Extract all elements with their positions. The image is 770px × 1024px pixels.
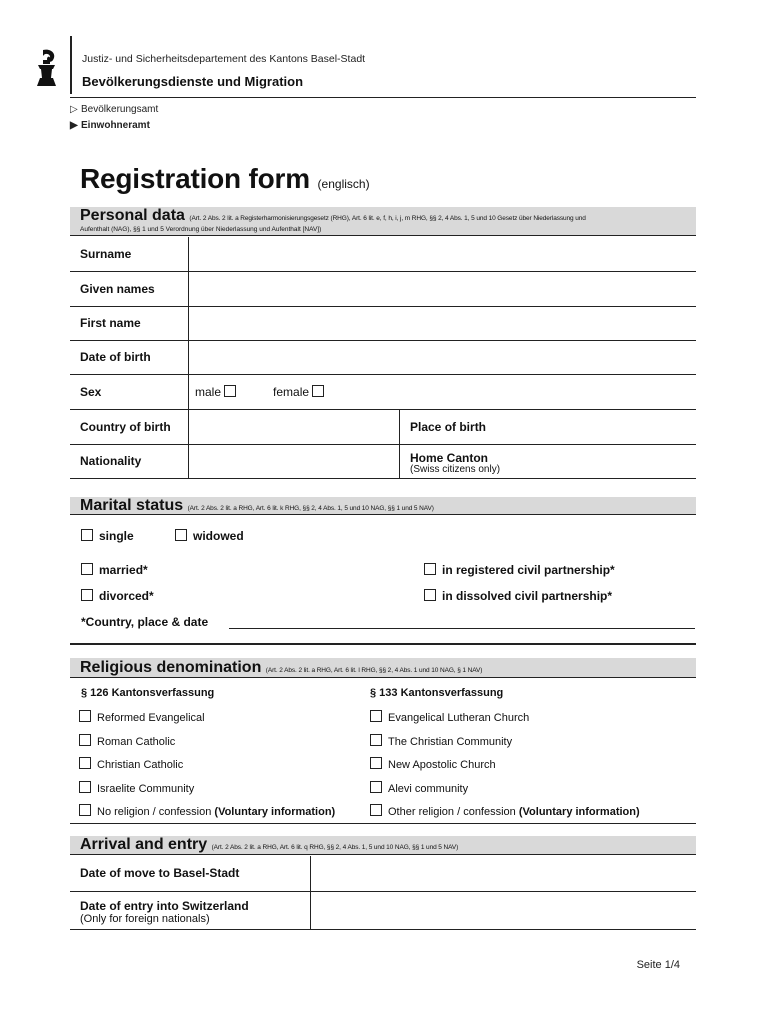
dissolved-partnership-option[interactable]: in dissolved civil partnership*	[424, 589, 612, 603]
religion-option-reformed[interactable]: Reformed Evangelical	[79, 710, 205, 724]
single-checkbox[interactable]	[81, 529, 93, 541]
religion-option-christian-community[interactable]: The Christian Community	[370, 734, 512, 748]
widowed-checkbox[interactable]	[175, 529, 187, 541]
marital-legal-ref: (Art. 2 Abs. 2 lit. a RHG, Art. 6 lit. k RHG, §§ 2, 4 Abs. 1, 5 und 10 NAG, §§ 1 und 5 NAV)	[187, 505, 434, 512]
country-place-date-field[interactable]	[229, 628, 695, 629]
reformed-checkbox[interactable]	[79, 710, 91, 722]
section-rule	[70, 643, 696, 645]
roman-catholic-checkbox[interactable]	[79, 734, 91, 746]
first-name-label: First name	[70, 306, 189, 340]
nationality-field[interactable]	[189, 444, 400, 478]
cantonal-constitution-133: § 133 Kantonsverfassung	[370, 687, 504, 699]
given-names-field[interactable]	[189, 271, 697, 306]
outline-arrow-icon: ▷	[70, 104, 78, 115]
date-of-birth-label: Date of birth	[70, 340, 189, 374]
move-date-label: Date of move to Basel-Stadt	[70, 856, 311, 891]
israelite-checkbox[interactable]	[79, 781, 91, 793]
arrival-header: Arrival and entry (Art. 2 Abs. 2 lit. a RHG, Art. 6 lit. q RHG, §§ 2, 4 Abs. 1, 5 und 10 NAG, §§ 1 und 5 NAV)	[70, 836, 696, 855]
basel-crozier-logo	[35, 48, 59, 88]
religion-option-christian-catholic[interactable]: Christian Catholic	[79, 757, 183, 771]
religion-header: Religious denomination (Art. 2 Abs. 2 lit. a RHG, Art. 6 lit. l RHG, §§ 2, 4 Abs. 1 und 10 NAG, § 1 NAV)	[70, 658, 696, 678]
move-date-field[interactable]	[311, 856, 697, 891]
country-place-date-label: *Country, place & date	[81, 615, 209, 629]
cantonal-constitution-126: § 126 Kantonsverfassung	[81, 687, 215, 699]
religion-option-israelite[interactable]: Israelite Community	[79, 781, 194, 795]
christian-catholic-checkbox[interactable]	[79, 757, 91, 769]
registered-partnership-checkbox[interactable]	[424, 563, 436, 575]
section-rule	[70, 823, 696, 824]
personal-data-legal-ref: (Art. 2 Abs. 2 lit. a Registerharmonisierungsgesetz (RHG), Art. 6 lit. e, f, h, i, j, m RHG, §§ 2, 4 Abs. 1, 5 und 10 Gesetz über Niederlassung und	[189, 215, 586, 222]
arrival-table	[70, 856, 696, 930]
page-number: Seite 1/4	[636, 959, 680, 971]
religion-option-other[interactable]: Other religion / confession (Voluntary information)	[370, 804, 640, 818]
page-title: Registration form (englisch)	[80, 163, 370, 194]
religion-option-new-apostolic[interactable]: New Apostolic Church	[370, 757, 496, 771]
country-of-birth-label: Country of birth	[70, 409, 189, 444]
header-divider	[70, 36, 72, 94]
religion-option-alevi[interactable]: Alevi community	[370, 781, 468, 795]
nationality-label: Nationality	[70, 444, 189, 478]
dissolved-partnership-checkbox[interactable]	[424, 589, 436, 601]
home-canton-note: (Swiss citizens only)	[410, 464, 501, 475]
surname-field[interactable]	[189, 237, 697, 271]
department-name: Justiz- und Sicherheitsdepartement des Kantons Basel-Stadt	[82, 53, 366, 65]
title-note: (englisch)	[317, 177, 370, 191]
new-apostolic-checkbox[interactable]	[370, 757, 382, 769]
personal-data-table	[70, 237, 696, 479]
personal-data-legal-ref-2: Aufenthalt (NAG), §§ 1 und 5 Verordnung über Niederlassung und Aufenthalt [NAV])	[80, 226, 322, 233]
place-of-birth-label: Place of birth	[410, 419, 487, 434]
married-checkbox[interactable]	[81, 563, 93, 575]
entry-date-label: Date of entry into Switzerland	[80, 899, 249, 913]
given-names-label: Given names	[70, 271, 189, 306]
divorced-option[interactable]: divorced*	[81, 589, 154, 603]
female-checkbox[interactable]	[312, 385, 324, 397]
first-name-field[interactable]	[189, 306, 697, 340]
male-option[interactable]: male	[195, 385, 242, 399]
registered-partnership-option[interactable]: in registered civil partnership*	[424, 563, 615, 577]
widowed-option[interactable]: widowed	[175, 529, 244, 543]
marital-status-header: Marital status (Art. 2 Abs. 2 lit. a RHG, Art. 6 lit. k RHG, §§ 2, 4 Abs. 1, 5 und 10 NAG, §§ 1 und 5 NAV)	[70, 497, 696, 515]
other-religion-checkbox[interactable]	[370, 804, 382, 816]
home-canton-label: Home Canton	[410, 451, 488, 465]
entry-date-note: (Only for foreign nationals)	[80, 913, 210, 925]
nav-item-bevoelkerungsamt[interactable]: ▷ Bevölkerungsamt	[70, 104, 159, 115]
female-option[interactable]: female	[273, 385, 330, 399]
country-of-birth-field[interactable]	[189, 409, 400, 444]
evangelical-lutheran-checkbox[interactable]	[370, 710, 382, 722]
personal-data-header: Personal data (Art. 2 Abs. 2 lit. a Registerharmonisierungsgesetz (RHG), Art. 6 lit. e, f, h, i, j, m RHG, §§ 2, 4 Abs. 1, 5 und 10 Gesetz über Niederlassung und Aufenthalt (NAG), §§ 1 und 5 Verordnung über Niederlassung und Aufenthalt [NAV])	[70, 207, 696, 236]
division-name: Bevölkerungsdienste und Migration	[82, 74, 304, 89]
christian-community-checkbox[interactable]	[370, 734, 382, 746]
sex-label: Sex	[70, 374, 189, 409]
married-option[interactable]: married*	[81, 563, 148, 577]
single-option[interactable]: single	[81, 529, 134, 543]
religion-option-evangelical-lutheran[interactable]: Evangelical Lutheran Church	[370, 710, 529, 724]
surname-label: Surname	[70, 237, 189, 271]
nav-item-einwohneramt[interactable]: ▶ Einwohneramt	[70, 120, 150, 131]
entry-date-field[interactable]	[311, 891, 697, 929]
no-religion-checkbox[interactable]	[79, 804, 91, 816]
male-checkbox[interactable]	[224, 385, 236, 397]
alevi-checkbox[interactable]	[370, 781, 382, 793]
arrival-legal-ref: (Art. 2 Abs. 2 lit. a RHG, Art. 6 lit. q RHG, §§ 2, 4 Abs. 1, 5 und 10 NAG, §§ 1 und 5 NAV)	[211, 844, 459, 851]
filled-arrow-icon: ▶	[70, 120, 78, 131]
date-of-birth-field[interactable]	[189, 340, 697, 374]
religion-option-roman-catholic[interactable]: Roman Catholic	[79, 734, 175, 748]
religion-option-no-religion[interactable]: No religion / confession (Voluntary information)	[79, 804, 335, 818]
religion-legal-ref: (Art. 2 Abs. 2 lit. a RHG, Art. 6 lit. l RHG, §§ 2, 4 Abs. 1 und 10 NAG, § 1 NAV)	[265, 667, 483, 674]
header-rule	[70, 97, 696, 98]
divorced-checkbox[interactable]	[81, 589, 93, 601]
